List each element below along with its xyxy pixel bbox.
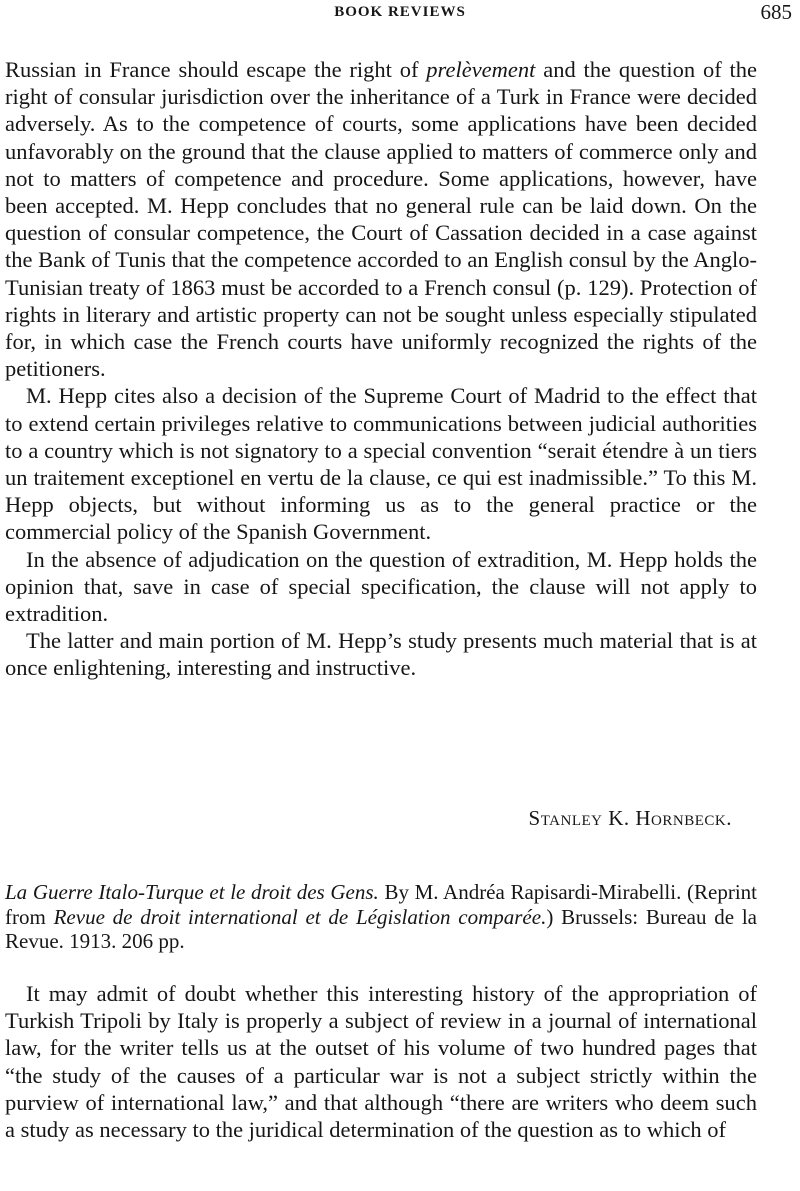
paragraph-1-term: prelèvement	[426, 57, 536, 82]
page-header	[0, 0, 800, 26]
book-citation	[5, 880, 757, 954]
paragraph-2: M. Hepp cites also a decision of the Supreme Court of Madrid to the effect that to extend certain privileges relative to communications between judicial authorities to a country which is not signatory to a special convention “serait étendre à un tiers un traitement exceptionel en vertu de la clause, ce qui est inadmissible.” To this M. Hepp objects, but without informing us as to the general practice or the commercial policy of the Spanish Government.	[5, 383, 757, 545]
book-title: La Guerre Italo-Turque et le droit des Gens.	[5, 880, 379, 904]
paragraph-1-rest: and the question of the right of consular jurisdiction over the inheritance of a Turk in France were decided adversely. As to the competence of courts, some applications have been decided unfavorably on the ground that the clause applied to matters of commerce only and not to matters of competence and procedure. Some applications, however, have been accepted. M. Hepp concludes that no general rule can be laid down. On the question of consular competence, the Court of Cassation decided in a case against the Bank of Tunis that the competence accorded to an English consul by the Anglo-Tunisian treaty of 1863 must be accorded to a French consul (p. 129). Protection of rights in literary and artistic property can not be sought unless especially stipulated for, in which case the French courts have uniformly recognized the rights of the petitioners.	[5, 57, 757, 382]
paragraph-3: In the absence of adjudication on the question of extradition, M. Hepp holds the opinion that, save in case of special specification, the clause will not apply to extradition.	[5, 546, 757, 627]
review-2-paragraph: It may admit of doubt whether this interesting history of the appropriation of Turkish Tripoli by Italy is properly a subject of review in a journal of international law, for the writer tells us at the outset of his volume of two hundred pages that “the study of the causes of a particular war is not a subject strictly within the purview of international law,” and that although “there are writers who deem such a study as necessary to the juridical determination of the question as to which of	[5, 981, 757, 1143]
book-author: By M. Andréa Rapisardi-Mirabelli. (Reprint from	[5, 880, 757, 929]
book-source: Revue de droit international et de Législation comparée.	[53, 904, 547, 929]
page-number: 685	[760, 0, 792, 24]
paragraph-1	[5, 56, 757, 382]
paragraph-4: The latter and main portion of M. Hepp’s study presents much material that is at once enlightening, interesting and instructive.	[5, 628, 757, 681]
review-body-hepp	[5, 56, 757, 682]
paragraph-1-lead: Russian in France should escape the right of	[5, 57, 427, 82]
review-body-rapisardi	[5, 980, 757, 1143]
reviewer-signature: Stanley K. Hornbeck.	[528, 806, 732, 830]
book-publisher: ) Brussels: Bureau de la Revue. 1913. 206 pp.	[5, 904, 758, 953]
running-head: BOOK REVIEWS	[334, 4, 466, 20]
